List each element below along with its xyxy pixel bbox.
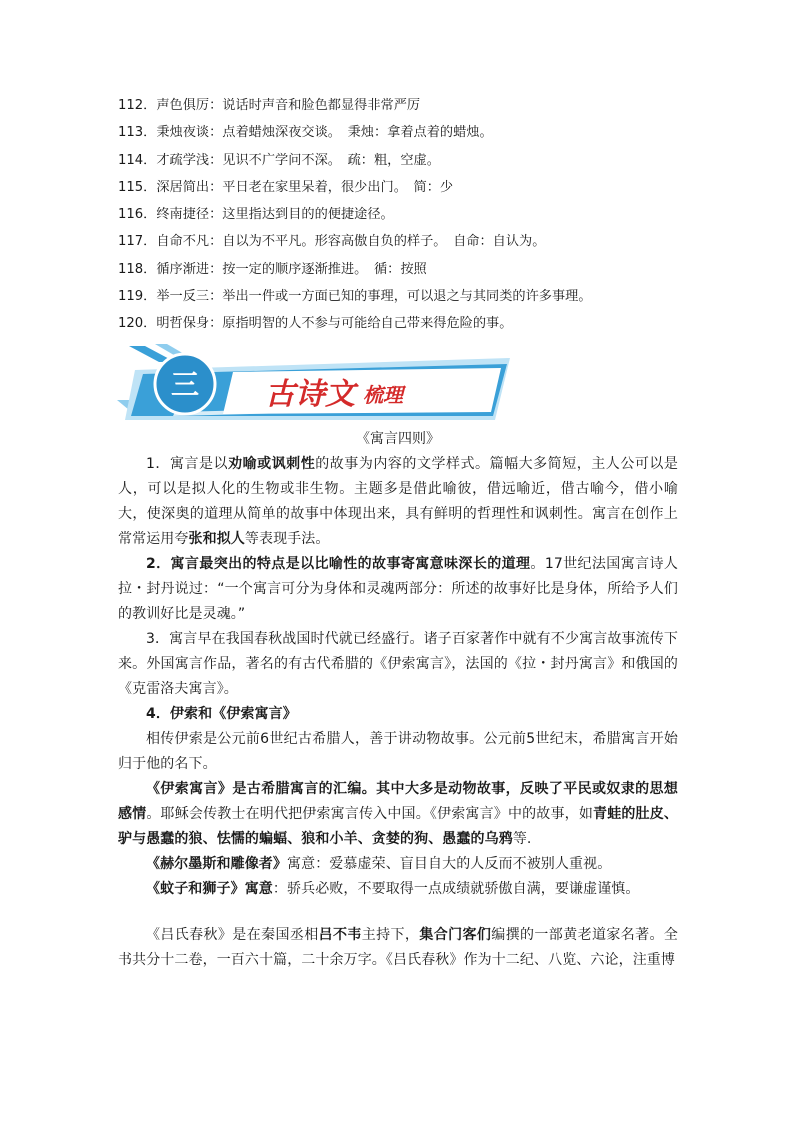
p1-text-d: 等表现手法。 (244, 531, 330, 547)
paragraph-8 (118, 923, 678, 973)
spacer (118, 902, 678, 923)
paragraph-5 (118, 777, 678, 852)
article-title: 《寓言四则》 (356, 431, 440, 447)
p2-text: 。17世纪法国寓言诗人拉・封丹说过：“一个寓言可分为身体和灵魂两部分：所述的故事好比是身体，所给予人们的教训好比是灵魂。” (118, 556, 678, 622)
p1-bold-1: 劝喻或讽刺性 (228, 456, 316, 472)
idiom-item: 112．声色俱厉：说话时声音和脸色都显得非常严厉 (118, 98, 421, 113)
p7-bold: 《蚊子和狮子》寓意 (146, 881, 273, 897)
idiom-item: 116．终南捷径：这里指达到目的的便捷途径。 (118, 207, 394, 223)
p7-text: ：骄兵必败，不要取得一点成绩就骄傲自满，要谦虚谨慎。 (272, 881, 640, 897)
article (118, 426, 678, 973)
p1-text-a: 1．寓言是以 (146, 456, 229, 472)
paragraph-7 (118, 877, 678, 902)
idiom-item: 118．循序渐进：按一定的顺序逐渐推进。 循：按照 (118, 261, 427, 277)
p2-bold: 2．寓言最突出的特点是以比喻性的故事寄寓意味深长的道理 (146, 556, 531, 572)
p1-text-c: 的故事为内容的文学样式。篇幅大多简短，主人公可以是人，可以是拟人化的生物或非生物。主题多是借此喻彼，借远喻近，借古喻今，借小喻大，使深奥的道理从简单的故事中体现出来，具有鲜明的哲理性和讽刺性。寓言在创作上常常运用夸 (118, 456, 678, 547)
section-number: 三 (170, 368, 200, 401)
p6-bold: 《赫尔墨斯和雕像者》 (146, 856, 287, 872)
paragraph-3: 3．寓言早在我国春秋战国时代就已经盛行。诸子百家著作中就有不少寓言故事流传下来。外国寓言作品，著名的有古代希腊的《伊索寓言》，法国的《拉・封丹寓言》和俄国的《克雷洛夫寓言》。 (118, 631, 678, 697)
p5-text-d: 等. (512, 831, 532, 847)
p5-bold-1: 《伊索寓言》是古希腊寓言的汇编。其中大多是动物故事，反映了平民或奴隶的思想感情 (118, 781, 678, 822)
paragraph-1 (118, 452, 678, 552)
idiom-item: 113．秉烛夜谈：点着蜡烛深夜交谈。 秉烛：拿着点着的蜡烛。 (118, 125, 493, 141)
p8-text-c: 主持下， (361, 927, 420, 943)
idiom-item: 114．才疏学浅：见识不广学问不深。 疏：粗，空虚。 (118, 152, 440, 168)
p8-text-a: 《吕氏春秋》是在秦国丞相 (146, 927, 319, 943)
p8-text-d: 编撰的一部黄老道家名著。全书共分十二卷，一百六十篇，二十余万字。《吕氏春秋》作为十二纪、八览、六论，注重博 (118, 927, 678, 968)
section-banner (115, 340, 515, 424)
paragraph-4: 相传伊索是公元前6世纪古希腊人，善于讲动物故事。公元前5世纪末，希腊寓言开始归于他的名下。 (118, 731, 678, 772)
banner-title-small: 梳理 (363, 383, 403, 407)
heading-4: 4．伊索和《伊索寓言》 (146, 706, 297, 722)
p5-bold-2: 青蛙的肚皮、驴与愚蠢的狼、怯懦的蝙蝠、狼和小羊、贪婪的狗、愚蠢的乌鸦 (118, 806, 678, 847)
idiom-item: 117．自命不凡：自以为不平凡。形容高傲自负的样子。 自命：自认为。 (118, 234, 546, 250)
idiom-item: 120．明哲保身：原指明智的人不参与可能给自己带来得危险的事。 (118, 316, 513, 332)
banner-title-large: 古诗文 (265, 377, 355, 412)
p8-bold-1: 吕不韦 (318, 927, 362, 943)
idiom-list (118, 92, 718, 338)
idiom-item: 119．举一反三：举出一件或一方面已知的事理，可以退之与其同类的许多事理。 (118, 289, 592, 305)
idiom-item: 115．深居简出：平日老在家里呆着，很少出门。 简：少 (118, 179, 454, 195)
p1-bold-2: 张和拟人 (188, 531, 245, 547)
p6-text: 寓意：爱慕虚荣、盲目自大的人反而不被别人重视。 (287, 856, 612, 872)
p8-bold-2: 集合门客们 (419, 927, 492, 943)
paragraph-6 (118, 852, 678, 877)
paragraph-2 (118, 552, 678, 627)
p5-text-c: 。耶稣会传教士在明代把伊索寓言传入中国。《伊索寓言》中的故事，如 (146, 806, 594, 822)
